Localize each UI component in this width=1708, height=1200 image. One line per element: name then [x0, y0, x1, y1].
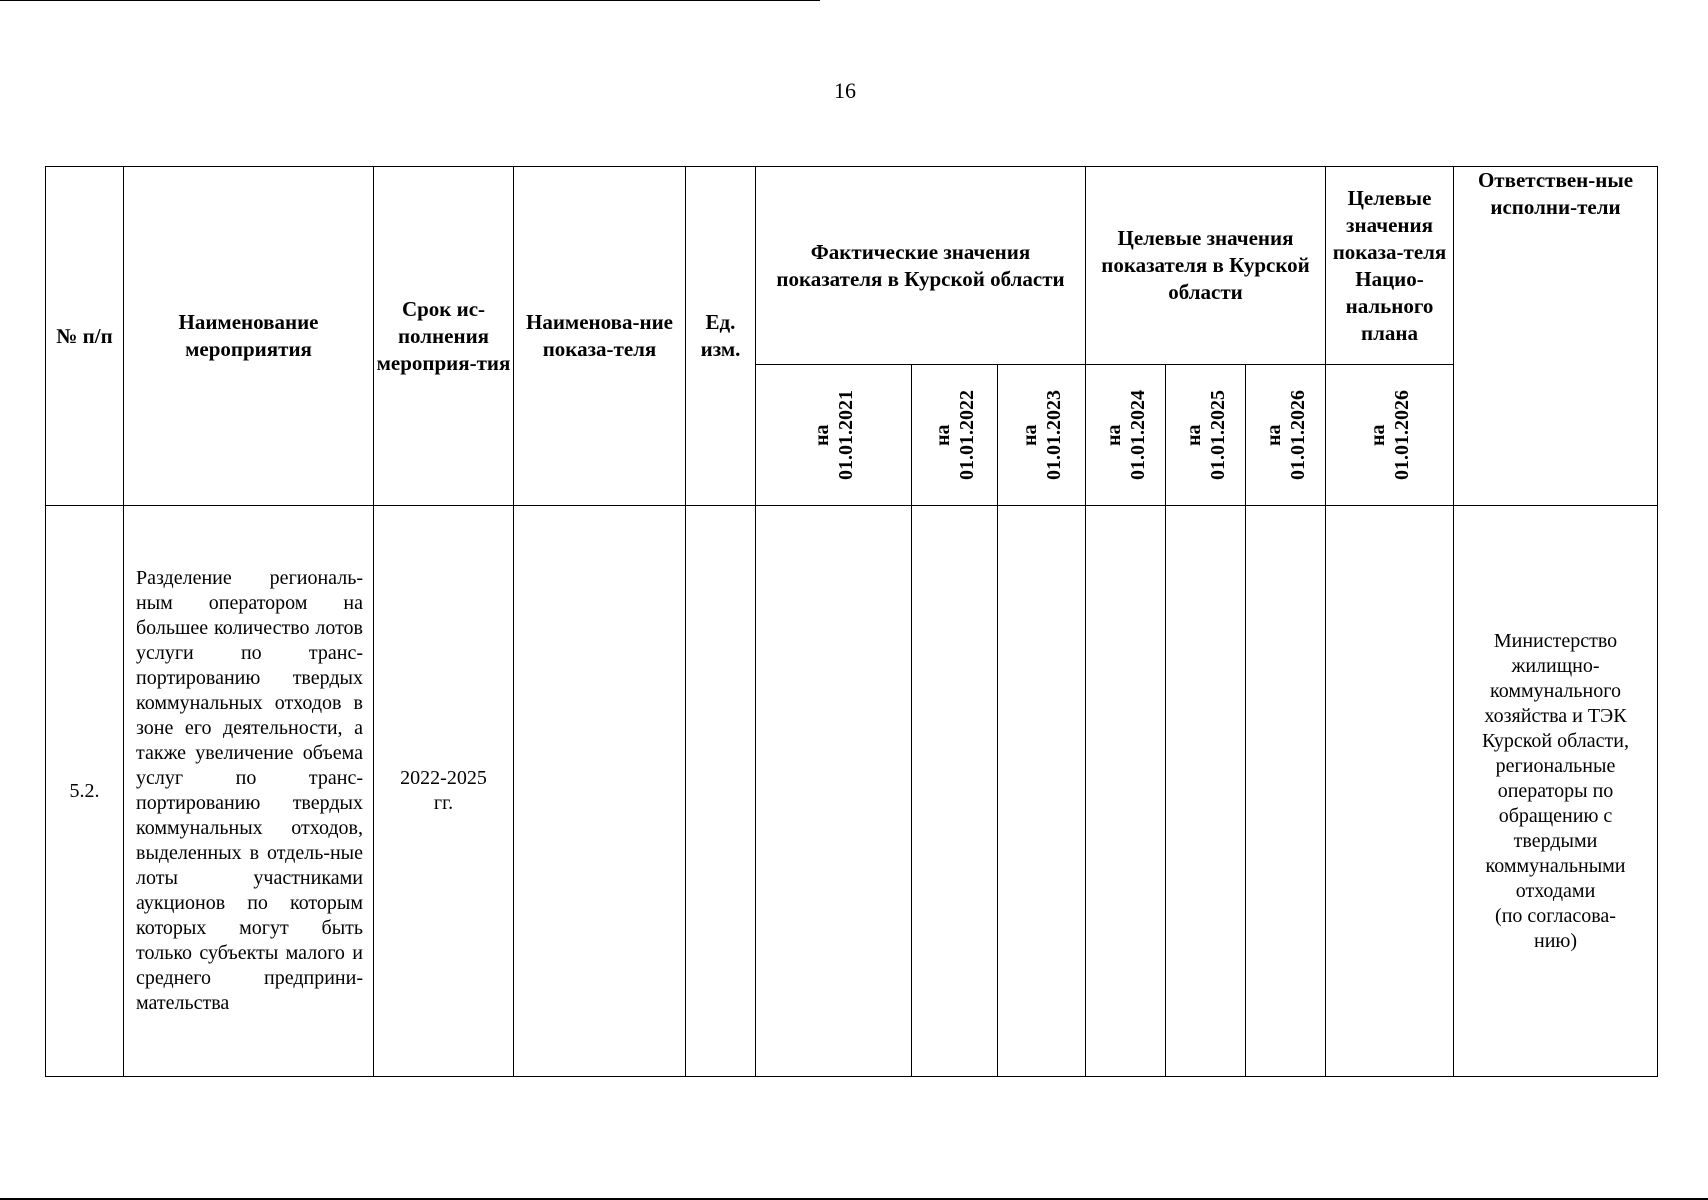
header-date-target-2024 [1086, 365, 1166, 506]
cell-actual-2022 [912, 506, 998, 1077]
header-actual-values-label: Фактические значения показателя в Курской области [776, 239, 1065, 291]
header-national-values: Целевые значения показа-теля Нацио-нального плана [1326, 167, 1454, 365]
header-date-actual-2022 [912, 365, 998, 506]
date-label: на 01.01.2026 [1366, 390, 1413, 480]
header-date-actual-2023 [998, 365, 1086, 506]
cell-national-2026 [1326, 506, 1454, 1077]
date-label: на 01.01.2026 [1262, 390, 1309, 480]
header-deadline: Срок ис-полнения мероприя-тия [374, 167, 514, 506]
date-label: на 01.01.2025 [1182, 390, 1229, 480]
header-indicator-name: Наименова-ние показа-теля [514, 167, 686, 506]
cell-num: 5.2. [46, 506, 124, 1077]
date-label: на 01.01.2024 [1102, 390, 1149, 480]
header-target-values-label: Целевые значения показателя в Курской области [1101, 226, 1310, 304]
date-label: на 01.01.2021 [810, 390, 857, 480]
header-date-target-2026 [1246, 365, 1326, 506]
header-actual-values [756, 167, 1086, 365]
table-row [46, 506, 1658, 1077]
header-date-actual-2021 [756, 365, 912, 506]
cell-deadline: 2022-2025 гг. [374, 506, 514, 1077]
event-name-text: Разделение региональ-ным оператором на большее количество лотов услуги по транс-портированию твердых коммунальных отходов в зоне его деятельности, а также увеличение объема услуг по транс-портированию твердых коммунальных отходов, выделенных в отдель-ные лоты участниками аукционов по которым которых могут быть только субъекты малого и среднего предприни-мательства [136, 567, 363, 1014]
cell-target-2025 [1166, 506, 1246, 1077]
header-num: № п/п [46, 167, 124, 506]
date-label: на 01.01.2022 [931, 390, 978, 480]
top-edge-line [0, 0, 820, 1]
header-date-target-2025 [1166, 365, 1246, 506]
page-number: 16 [834, 78, 856, 103]
cell-indicator-name [514, 506, 686, 1077]
cell-target-2024 [1086, 506, 1166, 1077]
cell-unit [686, 506, 756, 1077]
date-label: на 01.01.2023 [1018, 390, 1065, 480]
header-responsible: Ответствен-ные исполни-тели [1454, 167, 1658, 506]
header-date-national-2026 [1326, 365, 1454, 506]
header-target-values [1086, 167, 1326, 365]
cell-responsible: Министерство жилищно- коммунального хозяйства и ТЭК Курской области, региональные операторы по обращению с твердыми коммунальными отходами (по согласова- нию) [1454, 506, 1658, 1077]
indicators-table [45, 166, 1658, 1077]
cell-event-name [124, 506, 374, 1077]
header-unit: Ед. изм. [686, 167, 756, 506]
cell-actual-2023 [998, 506, 1086, 1077]
cell-actual-2021 [756, 506, 912, 1077]
header-event-name: Наименование мероприятия [124, 167, 374, 506]
cell-target-2026 [1246, 506, 1326, 1077]
